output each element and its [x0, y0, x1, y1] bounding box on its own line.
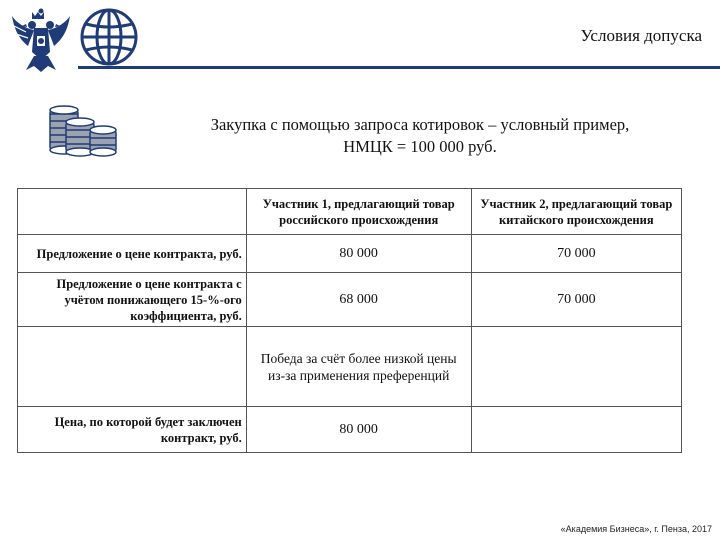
header-participant-2: Участник 2, предлагающий товар китайского происхождения — [471, 189, 681, 235]
page-title: Условия допуска — [580, 26, 702, 45]
row-label: Цена, по которой будет заключен контракт, руб. — [18, 407, 247, 453]
cell-participant-1: 80 000 — [246, 407, 471, 453]
row-label: Предложение о цене контракта, руб. — [18, 235, 247, 273]
header-cell-empty — [18, 189, 247, 235]
subtitle-line-1: Закупка с помощью запроса котировок – условный пример, — [210, 115, 630, 134]
slide-subtitle — [150, 114, 690, 158]
table-row — [18, 407, 682, 453]
globe-icon — [78, 6, 140, 68]
russian-eagle-icon — [10, 8, 72, 74]
cell-participant-2: 70 000 — [471, 273, 681, 327]
footer-credit: «Академия Бизнеса», г. Пенза, 2017 — [560, 524, 712, 534]
cell-participant-2: 70 000 — [471, 235, 681, 273]
cell-participant-2 — [471, 407, 681, 453]
victory-note: Победа за счёт более низкой цены из-за применения преференций — [246, 327, 471, 407]
header-participant-1: Участник 1, предлагающий товар российского происхождения — [246, 189, 471, 235]
table-row — [18, 273, 682, 327]
table-header-row — [18, 189, 682, 235]
row-label: Предложение о цене контракта с учётом понижающего 15-%-ого коэффициента, руб. — [18, 273, 247, 327]
subtitle-line-2: НМЦК = 100 000 руб. — [343, 137, 497, 156]
cell-participant-2 — [471, 327, 681, 407]
table-row — [18, 327, 682, 407]
row-label — [18, 327, 247, 407]
cell-participant-1: 80 000 — [246, 235, 471, 273]
cell-participant-1: 68 000 — [246, 273, 471, 327]
coins-stack-icon — [46, 102, 118, 158]
header-divider — [78, 66, 720, 69]
comparison-table — [17, 188, 682, 453]
table-row — [18, 235, 682, 273]
